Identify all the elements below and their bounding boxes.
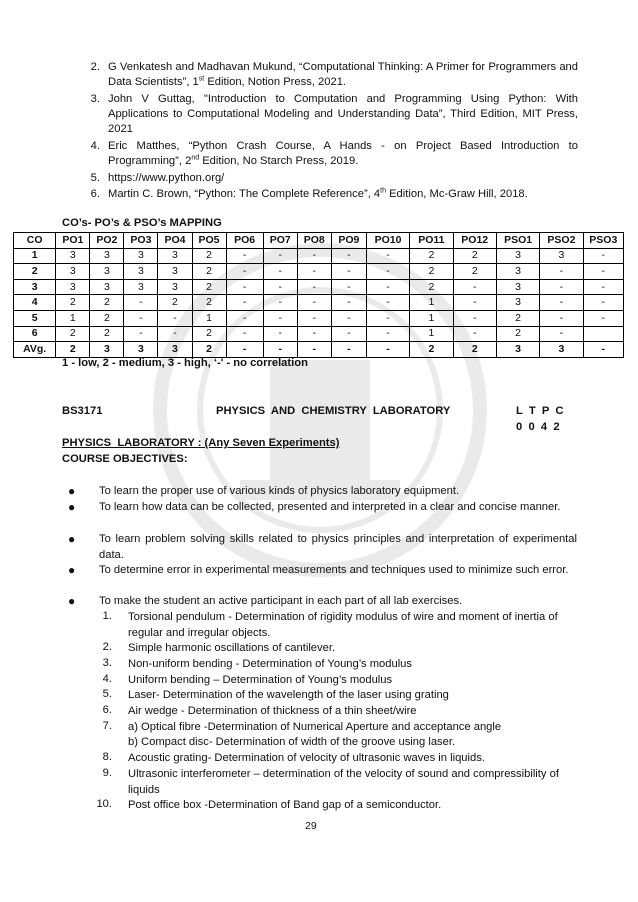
table-cell: -: [226, 279, 263, 295]
table-cell: 3: [496, 248, 539, 264]
table-cell: -: [453, 295, 496, 311]
table-cell: -: [540, 310, 583, 326]
table-cell: 3: [124, 264, 158, 280]
experiment-number: 5.: [102, 688, 112, 700]
table-header-cell: CO: [14, 233, 56, 249]
table-cell: 3: [496, 279, 539, 295]
experiment-number: 4.: [102, 673, 112, 685]
reference-item: [80, 92, 580, 138]
table-cell: 3: [540, 342, 583, 358]
table-cell: 1: [56, 310, 90, 326]
co-cell: 4: [14, 295, 56, 311]
experiment-item: Post office box -Determination of Band gap of a semiconductor.: [128, 799, 442, 811]
experiment-item: Simple harmonic oscillations of cantilever.: [128, 642, 336, 654]
experiment-number: 2.: [102, 641, 112, 653]
bullet-icon: ●: [68, 563, 76, 577]
table-cell: -: [263, 295, 297, 311]
table-cell: -: [453, 279, 496, 295]
table-row: [14, 248, 624, 264]
table-cell: -: [226, 326, 263, 342]
table-cell: -: [583, 248, 623, 264]
table-cell: -: [583, 264, 623, 280]
table-cell: 3: [496, 295, 539, 311]
table-cell: 3: [124, 342, 158, 358]
table-cell: -: [263, 279, 297, 295]
page-number: 29: [305, 820, 317, 832]
objective-item: To learn how data can be collected, presented and interpreted in a clear and concise manner.: [99, 501, 561, 513]
reference-text: John V Guttag, "Introduction to Computation and Programming Using Python: With Applications to Computational Modeling and Understanding Data”, Third Edition, MIT Press, 2021: [108, 93, 578, 136]
table-cell: -: [583, 310, 623, 326]
experiment-number: 3.: [102, 657, 112, 669]
experiment-number: 8.: [102, 751, 112, 763]
co-cell: 5: [14, 310, 56, 326]
co-cell: AVg.: [14, 342, 56, 358]
table-row: [14, 264, 624, 280]
table-header-cell: PO7: [263, 233, 297, 249]
table-cell: -: [583, 295, 623, 311]
table-cell: -: [263, 264, 297, 280]
table-cell: 3: [90, 342, 124, 358]
table-cell: 1: [410, 326, 453, 342]
experiment-item: Acoustic grating- Determination of velocity of ultrasonic waves in liquids.: [128, 752, 485, 764]
ltpc-values: 0 0 4 2: [516, 421, 560, 433]
course-title: PHYSICS AND CHEMISTRY LABORATORY: [216, 405, 451, 417]
mapping-legend: 1 - low, 2 - medium, 3 - high, ‘-' - no correlation: [62, 357, 308, 369]
table-cell: 2: [410, 279, 453, 295]
co-cell: 2: [14, 264, 56, 280]
table-cell: -: [124, 295, 158, 311]
experiment-item: a) Optical fibre -Determination of Numerical Aperture and acceptance angle: [128, 721, 502, 733]
table-cell: 3: [124, 279, 158, 295]
reference-item: [80, 187, 580, 203]
reference-item: [80, 60, 580, 90]
table-cell: 1: [410, 310, 453, 326]
table-cell: 2: [56, 295, 90, 311]
table-cell: -: [366, 295, 409, 311]
reference-text: G Venkatesh and Madhavan Mukund, “Computational Thinking: A Primer for Programmers and Data Scientists”, 1st Edition, Notion Press, 2021.: [108, 61, 578, 89]
table-cell: 3: [56, 248, 90, 264]
table-cell: 2: [56, 326, 90, 342]
experiment-item: Non-uniform bending - Determination of Young’s modulus: [128, 658, 413, 670]
mapping-title: CO’s- PO’s & PSO’s MAPPING: [62, 217, 222, 229]
table-cell: 2: [410, 264, 453, 280]
table-cell: 2: [192, 279, 226, 295]
table-cell: -: [366, 248, 409, 264]
section-title: PHYSICS LABORATORY : (Any Seven Experiments): [62, 437, 340, 449]
reference-item: [80, 171, 580, 187]
table-cell: 2: [410, 342, 453, 358]
table-cell: 3: [90, 264, 124, 280]
table-cell: -: [263, 310, 297, 326]
reference-list: [80, 60, 580, 210]
table-cell: -: [263, 326, 297, 342]
table-cell: -: [366, 326, 409, 342]
table-cell: 2: [90, 310, 124, 326]
co-cell: 6: [14, 326, 56, 342]
table-cell: -: [297, 342, 331, 358]
bullet-icon: ●: [68, 594, 76, 608]
table-cell: 3: [158, 279, 192, 295]
table-cell: 2: [192, 248, 226, 264]
table-cell: -: [124, 326, 158, 342]
objective-item: To make the student an active participant in each part of all lab exercises.: [99, 595, 463, 607]
table-cell: -: [331, 342, 366, 358]
table-header-cell: PSO3: [583, 233, 623, 249]
table-row: [14, 295, 624, 311]
table-cell: 1: [192, 310, 226, 326]
table-header-cell: PO3: [124, 233, 158, 249]
table-cell: -: [297, 264, 331, 280]
reference-number: 5.: [90, 172, 100, 184]
table-cell: 2: [410, 248, 453, 264]
table-cell: 3: [56, 279, 90, 295]
table-cell: 3: [540, 248, 583, 264]
table-cell: -: [583, 342, 623, 358]
bullet-icon: ●: [68, 484, 76, 498]
table-cell: 2: [496, 326, 539, 342]
reference-number: 3.: [90, 93, 100, 105]
co-cell: 3: [14, 279, 56, 295]
table-cell: -: [366, 264, 409, 280]
objective-item: To learn the proper use of various kinds of physics laboratory equipment.: [99, 485, 460, 497]
experiment-item: Torsional pendulum - Determination of rigidity modulus of wire and moment of inertia of regular and irregular objects.: [128, 611, 558, 639]
reference-text: Martin C. Brown, “Python: The Complete Reference”, 4th Edition, Mc-Graw Hill, 2018.: [108, 187, 528, 200]
table-header-row: [14, 233, 624, 249]
bullet-icon: ●: [68, 500, 76, 514]
ltpc-header: L T P C: [516, 405, 564, 417]
table-cell: -: [158, 310, 192, 326]
table-header-cell: PO6: [226, 233, 263, 249]
experiment-number: 9.: [102, 767, 112, 779]
table-row: [14, 310, 624, 326]
table-cell: 2: [496, 310, 539, 326]
table-cell: 2: [192, 342, 226, 358]
experiment-item: Air wedge - Determination of thickness of a thin sheet/wire: [128, 705, 417, 717]
reference-item: [80, 139, 580, 169]
objective-item: To determine error in experimental measurements and techniques used to minimize such error.: [99, 564, 569, 576]
table-cell: 2: [453, 342, 496, 358]
experiment-number: 1.: [102, 610, 112, 622]
table-cell: 2: [453, 248, 496, 264]
table-cell: -: [366, 279, 409, 295]
table-cell: -: [540, 279, 583, 295]
table-cell: -: [540, 264, 583, 280]
table-cell: -: [226, 264, 263, 280]
table-header-cell: PO9: [331, 233, 366, 249]
table-cell: 2: [158, 295, 192, 311]
table-cell: -: [366, 310, 409, 326]
table-cell: -: [540, 326, 583, 342]
table-cell: 2: [192, 326, 226, 342]
table-header-cell: PO10: [366, 233, 409, 249]
reference-text: Eric Matthes, “Python Crash Course, A Hands - on Project Based Introduction to Programming”, 2nd Edition, No Starch Press, 2019.: [108, 140, 578, 168]
experiment-item: Laser- Determination of the wavelength of the laser using grating: [128, 689, 449, 701]
table-cell: 3: [496, 342, 539, 358]
experiment-item: b) Compact disc- Determination of width of the groove using laser.: [128, 736, 456, 748]
table-row: [14, 279, 624, 295]
objective-item: To learn problem solving skills related to physics principles and interpretation of experimental data.: [99, 533, 577, 561]
table-cell: 3: [124, 248, 158, 264]
reference-link[interactable]: https://www.python.org/: [108, 172, 225, 184]
table-cell: -: [297, 279, 331, 295]
table-row: [14, 342, 624, 358]
table-cell: -: [331, 326, 366, 342]
table-cell: 3: [90, 279, 124, 295]
table-cell: 2: [90, 326, 124, 342]
table-cell: -: [453, 310, 496, 326]
table-row: [14, 326, 624, 342]
reference-number: 2.: [90, 61, 100, 73]
table-cell: -: [453, 326, 496, 342]
table-cell: 2: [453, 264, 496, 280]
reference-number: 4.: [90, 140, 100, 152]
table-cell: [583, 326, 623, 342]
table-cell: 2: [192, 295, 226, 311]
table-cell: -: [331, 264, 366, 280]
table-cell: -: [297, 248, 331, 264]
experiment-item: Uniform bending – Determination of Young’s modulus: [128, 674, 393, 686]
table-cell: 1: [410, 295, 453, 311]
table-cell: -: [297, 310, 331, 326]
experiment-number: 6.: [102, 704, 112, 716]
table-cell: 3: [158, 248, 192, 264]
co-po-mapping-table: [13, 232, 624, 358]
experiment-item: Ultrasonic interferometer – determination of the velocity of sound and compressibility of liquids: [128, 768, 559, 796]
table-header-cell: PO11: [410, 233, 453, 249]
table-cell: 2: [90, 295, 124, 311]
table-cell: 3: [158, 342, 192, 358]
course-code: BS3171: [62, 405, 103, 417]
table-cell: 2: [56, 342, 90, 358]
table-header-cell: PO4: [158, 233, 192, 249]
table-cell: -: [263, 342, 297, 358]
table-cell: -: [540, 295, 583, 311]
table-cell: -: [366, 342, 409, 358]
table-cell: -: [331, 310, 366, 326]
table-cell: -: [226, 248, 263, 264]
table-cell: -: [331, 295, 366, 311]
experiment-number: 7.: [102, 720, 112, 732]
table-cell: -: [331, 248, 366, 264]
table-cell: -: [158, 326, 192, 342]
table-cell: 3: [496, 264, 539, 280]
table-cell: -: [226, 295, 263, 311]
table-header-cell: PSO2: [540, 233, 583, 249]
table-header-cell: PO8: [297, 233, 331, 249]
table-header-cell: PO5: [192, 233, 226, 249]
table-cell: 3: [56, 264, 90, 280]
co-cell: 1: [14, 248, 56, 264]
table-cell: -: [124, 310, 158, 326]
table-cell: -: [297, 295, 331, 311]
table-header-cell: PO1: [56, 233, 90, 249]
experiment-number: 10.: [96, 798, 112, 810]
bullet-icon: ●: [68, 532, 76, 546]
table-cell: -: [331, 279, 366, 295]
table-header-cell: PO12: [453, 233, 496, 249]
objectives-heading: COURSE OBJECTIVES:: [62, 453, 188, 465]
table-cell: -: [583, 279, 623, 295]
table-header-cell: PO2: [90, 233, 124, 249]
table-cell: -: [297, 326, 331, 342]
table-cell: -: [263, 248, 297, 264]
table-cell: -: [226, 342, 263, 358]
table-header-cell: PSO1: [496, 233, 539, 249]
table-cell: 3: [158, 264, 192, 280]
table-cell: 3: [90, 248, 124, 264]
reference-number: 6.: [90, 188, 100, 200]
table-cell: 2: [192, 264, 226, 280]
table-cell: -: [226, 310, 263, 326]
